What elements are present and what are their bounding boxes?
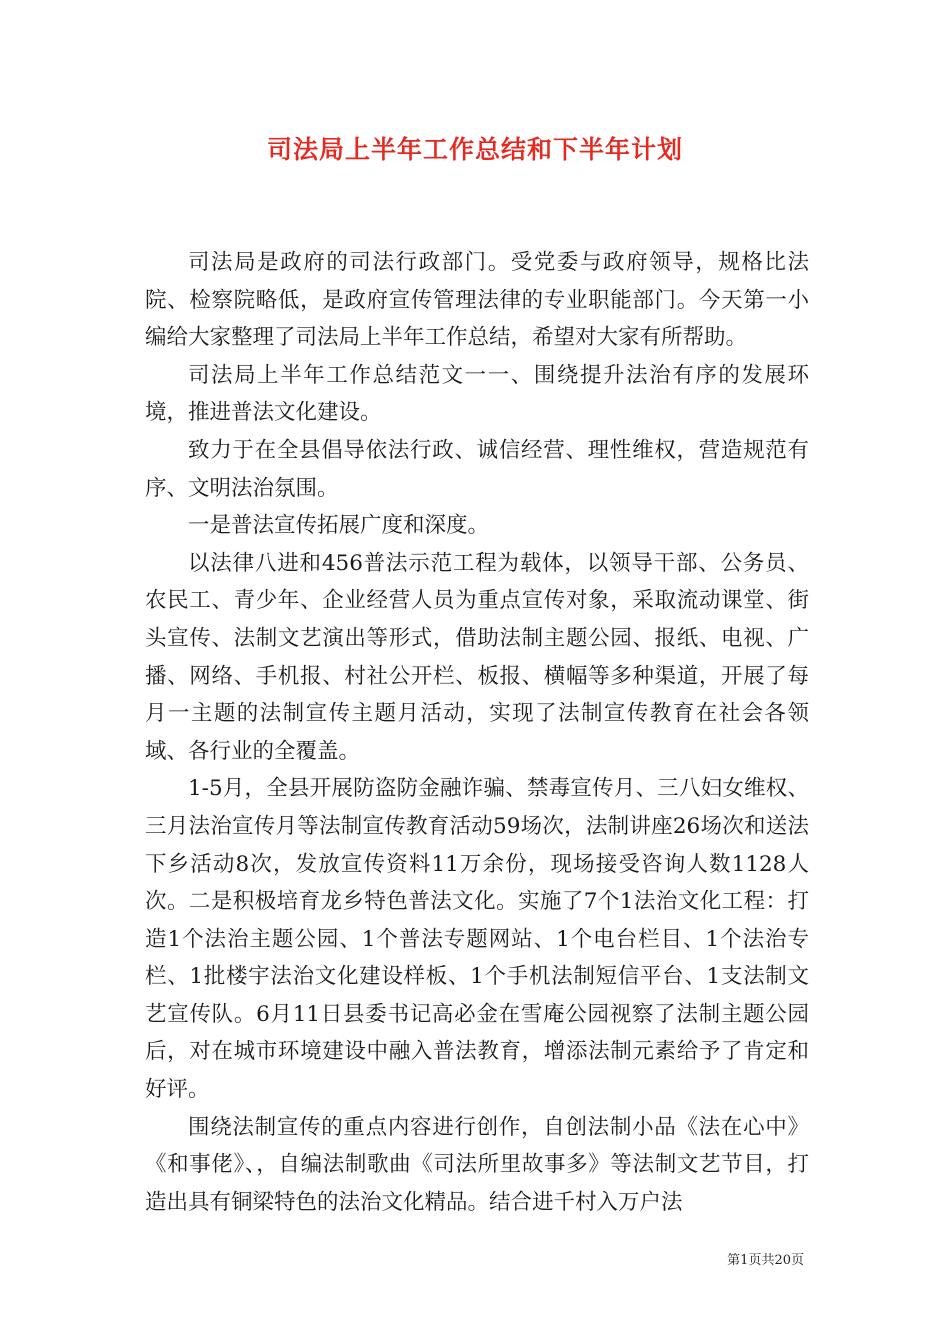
document-title: 司法局上半年工作总结和下半年计划	[266, 135, 683, 164]
paragraph: 司法局上半年工作总结范文一一、围绕提升法治有序的发展环境，推进普法文化建设。	[145, 362, 809, 426]
paragraph: 围绕法制宣传的重点内容进行创作，自创法制小品《法在心中》《和事佬》、，自编法制歌曲《司法所里故事多》等法制文艺节目，打造出具有铜梁特色的法治文化精品。结合进千村入万户法	[145, 1114, 809, 1215]
page-number-footer: 第1页共20页	[727, 1253, 804, 1268]
paragraph: 1-5月，全县开展防盗防金融诈骗、禁毒宣传月、三八妇女维权、三月法治宣传月等法制宣传教育活动59场次，法制讲座26场次和送法下乡活动8次，发放宣传资料11万余份，现场接受咨询人数1128人次。二是积极培育龙乡特色普法文化。实施了7个1法治文化工程：打造1个法治主题公园、1个普法专题网站、1个电台栏目、1个法治专栏、1批楼宇法治文化建设样板、1个手机法制短信平台、1支法制文艺宣传队。6月11日县委书记高必金在雪庵公园视察了法制主题公园后，对在城市环境建设中融入普法教育，增添法制元素给予了肯定和好评。	[145, 776, 809, 1103]
paragraph: 司法局是政府的司法行政部门。受党委与政府领导，规格比法院、检察院略低，是政府宣传管理法律的专业职能部门。今天第一小编给大家整理了司法局上半年工作总结，希望对大家有所帮助。	[145, 250, 809, 351]
paragraph: 以法律八进和456普法示范工程为载体，以领导干部、公务员、农民工、青少年、企业经营人员为重点宣传对象，采取流动课堂、街头宣传、法制文艺演出等形式，借助法制主题公园、报纸、电视、广播、网络、手机报、村社公开栏、板报、横幅等多种渠道，开展了每月一主题的法制宣传主题月活动，实现了法制宣传教育在社会各领域、各行业的全覆盖。	[145, 550, 809, 764]
paragraph: 致力于在全县倡导依法行政、诚信经营、理性维权，营造规范有序、文明法治氛围。	[145, 437, 809, 501]
paragraph: 一是普法宣传拓展广度和深度。	[188, 513, 490, 539]
document-body	[145, 244, 809, 1221]
